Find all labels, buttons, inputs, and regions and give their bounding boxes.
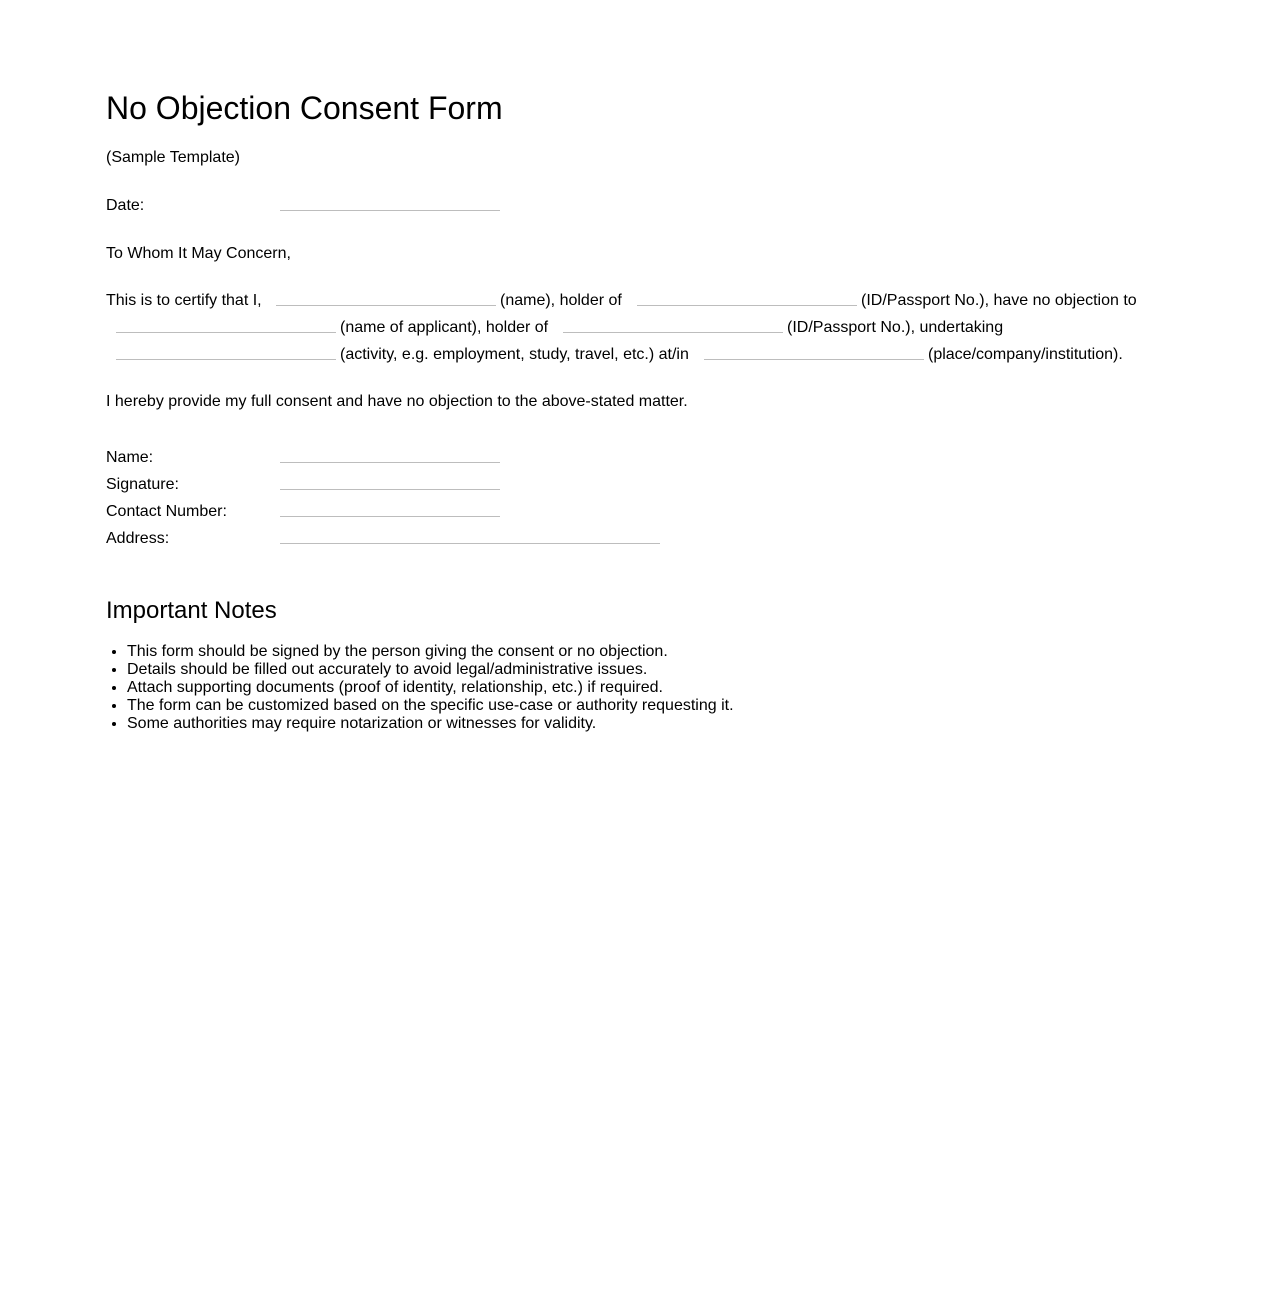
certifier-id-blank[interactable] (637, 305, 857, 306)
certify-text-place: (place/company/institution). (928, 346, 1123, 363)
certify-line-2 (106, 318, 1206, 338)
certify-text-name: (name), holder of (500, 292, 622, 309)
contact-row (106, 502, 706, 522)
subtitle: (Sample Template) (106, 149, 240, 166)
list-item: • Details should be filled out accurately to avoid legal/administrative issues. (127, 661, 734, 679)
signature-label: Signature: (106, 476, 179, 493)
page-title: No Objection Consent Form (106, 90, 503, 126)
signature-blank[interactable] (280, 489, 500, 490)
date-blank[interactable] (280, 210, 500, 211)
greeting: To Whom It May Concern, (106, 245, 291, 262)
certify-line-3 (106, 345, 1206, 365)
notes-heading: Important Notes (106, 597, 277, 624)
contact-number-blank[interactable] (280, 516, 500, 517)
name-label: Name: (106, 449, 154, 466)
address-label: Address: (106, 530, 170, 547)
certify-text-applicant: (name of applicant), holder of (340, 319, 549, 336)
applicant-id-blank[interactable] (563, 332, 783, 333)
name-blank[interactable] (280, 462, 500, 463)
address-row (106, 529, 706, 549)
certify-text-activity: (activity, e.g. employment, study, travel, etc.) at/in (340, 346, 689, 363)
name-row (106, 448, 706, 468)
list-item: • Some authorities may require notarization or witnesses for validity. (127, 715, 734, 733)
signature-row (106, 475, 706, 495)
contact-number-label: Contact Number: (106, 503, 227, 520)
certify-text-undertaking: (ID/Passport No.), undertaking (787, 319, 1004, 336)
notes-list (106, 643, 734, 733)
applicant-name-blank[interactable] (116, 332, 336, 333)
certify-text-id: (ID/Passport No.), have no objection to (861, 292, 1137, 309)
place-blank[interactable] (704, 359, 924, 360)
list-item: • The form can be customized based on the specific use-case or authority requesting it. (127, 697, 734, 715)
consent-statement: I hereby provide my full consent and have no objection to the above-stated matter. (106, 393, 688, 410)
certifier-name-blank[interactable] (276, 305, 496, 306)
certify-line-1 (106, 291, 1206, 311)
list-item: • Attach supporting documents (proof of identity, relationship, etc.) if required. (127, 679, 734, 697)
date-row (106, 196, 706, 216)
list-item: • This form should be signed by the person giving the consent or no objection. (127, 643, 734, 661)
activity-blank[interactable] (116, 359, 336, 360)
date-label: Date: (106, 197, 145, 214)
certify-text-intro: This is to certify that I, (106, 292, 262, 309)
address-blank[interactable] (280, 543, 660, 544)
